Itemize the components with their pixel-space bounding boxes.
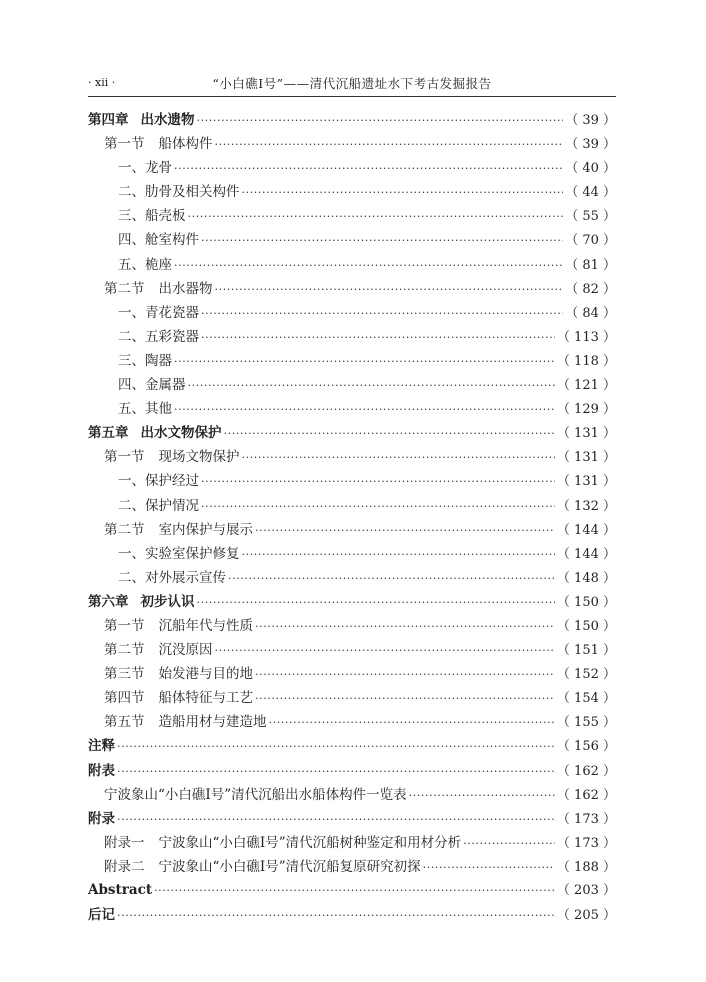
toc-entry-page: （ 151 ）: [556, 643, 616, 659]
toc-entry-title: 船体构件: [158, 136, 213, 153]
toc-entry-title: 现场文物保护: [158, 449, 240, 466]
toc-entry-page: （ 40 ）: [565, 161, 616, 177]
toc-entry: [88, 734, 616, 758]
dot-leader: [215, 283, 564, 296]
toc-entry-title: 始发港与目的地: [158, 666, 253, 683]
dot-leader: [174, 355, 555, 368]
dot-leader: [188, 210, 564, 223]
toc-entry-page: （ 150 ）: [556, 618, 616, 634]
toc-entry: [88, 228, 616, 252]
toc-entry-title: 宁波象山“小白礁Ⅰ号”清代沉船出水船体构件一览表: [104, 786, 407, 803]
dot-leader: [117, 765, 555, 778]
dot-leader: [255, 668, 555, 681]
toc-entry: [88, 349, 616, 373]
toc-entry-title: 一、青花瓷器: [118, 304, 199, 321]
toc-entry-title: 沉船年代与性质: [158, 617, 253, 634]
toc-entry-label: [118, 542, 240, 562]
toc-entry: [88, 807, 616, 831]
dot-leader: [117, 813, 555, 826]
toc-entry-number: 第三节: [104, 666, 145, 683]
toc-entry-title: 二、五彩瓷器: [118, 328, 199, 345]
toc-entry: [88, 662, 616, 686]
dot-leader: [117, 740, 555, 753]
dot-leader: [242, 451, 555, 464]
dot-leader: [228, 572, 555, 585]
toc-entry-title: 出水遗物: [140, 112, 195, 128]
toc-entry-page: （ 152 ）: [556, 667, 616, 683]
dot-leader: [201, 331, 555, 344]
toc-entry-label: [104, 132, 213, 152]
toc-entry-page: （ 144 ）: [556, 546, 616, 562]
toc-entry: [88, 373, 616, 397]
toc-entry-number: 第六章: [88, 593, 129, 610]
toc-entry: [88, 397, 616, 421]
dot-leader: [201, 500, 555, 513]
page-number: · xii ·: [88, 76, 116, 89]
toc-entry-label: [88, 421, 222, 441]
toc-entry-page: （ 144 ）: [556, 522, 616, 538]
toc-entry-label: [104, 662, 253, 682]
toc-entry: [88, 855, 616, 879]
toc-entry-title: 三、船壳板: [118, 208, 186, 225]
toc-entry-page: （ 188 ）: [556, 859, 616, 875]
toc-entry-label: [118, 373, 186, 393]
toc-entry-page: （ 84 ）: [565, 305, 616, 321]
toc-entry-title: 二、对外展示宣传: [118, 569, 226, 586]
toc-entry-title: 五、其他: [118, 401, 172, 418]
toc-entry-number: 第四节: [104, 690, 145, 707]
table-of-contents: [88, 108, 616, 927]
toc-entry-label: [104, 783, 407, 803]
dot-leader: [242, 548, 555, 561]
toc-entry-number: 第五节: [104, 714, 145, 731]
toc-entry-title: 宁波象山“小白礁Ⅰ号”清代沉船树种鉴定和用材分析: [158, 834, 462, 851]
toc-entry-number: 第一节: [104, 617, 145, 634]
toc-entry-label: [88, 759, 115, 779]
dot-leader: [197, 114, 564, 127]
toc-entry-label: [88, 590, 195, 610]
toc-entry-title: 三、陶器: [118, 352, 172, 369]
toc-entry-title: 四、舱室构件: [118, 232, 199, 249]
toc-entry-title: 附录: [88, 810, 115, 827]
toc-entry: [88, 710, 616, 734]
toc-entry-page: （ 113 ）: [556, 329, 616, 345]
dot-leader: [174, 403, 555, 416]
toc-entry-page: （ 131 ）: [556, 474, 616, 490]
toc-entry: [88, 542, 616, 566]
dot-leader: [188, 379, 555, 392]
toc-entry-label: [104, 710, 267, 730]
toc-entry-label: [118, 301, 199, 321]
toc-entry-page: （ 173 ）: [556, 835, 616, 851]
toc-entry-label: [104, 855, 421, 875]
toc-entry-title: 一、保护经过: [118, 473, 199, 490]
toc-entry-page: （ 156 ）: [556, 739, 616, 755]
toc-entry-title: 二、保护情况: [118, 497, 199, 514]
toc-entry-page: （ 148 ）: [556, 570, 616, 586]
dot-leader: [255, 692, 555, 705]
toc-entry-title: 初步认识: [140, 593, 195, 610]
toc-entry-label: [104, 277, 213, 297]
dot-leader: [201, 307, 563, 320]
toc-entry: [88, 277, 616, 301]
toc-entry-number: 第五章: [88, 425, 129, 442]
toc-entry: [88, 204, 616, 228]
toc-entry: [88, 638, 616, 662]
toc-entry-page: （ 121 ）: [556, 378, 616, 394]
toc-entry-label: [88, 882, 152, 898]
toc-entry-title: 室内保护与展示: [158, 521, 253, 538]
toc-entry-page: （ 155 ）: [556, 715, 616, 731]
toc-entry-page: （ 131 ）: [556, 426, 616, 442]
toc-entry-label: [118, 253, 172, 273]
dot-leader: [215, 138, 564, 151]
dot-leader: [409, 789, 555, 802]
toc-entry-label: [88, 903, 115, 923]
toc-entry-title: 沉没原因: [158, 642, 213, 659]
toc-entry-number: 第四章: [88, 112, 129, 128]
toc-entry: [88, 301, 616, 325]
toc-entry-number: 附录二: [104, 858, 145, 875]
toc-entry-page: （ 44 ）: [565, 185, 616, 201]
toc-entry-label: [118, 180, 240, 200]
toc-entry-title: 出水文物保护: [140, 425, 222, 442]
toc-entry-number: 第二节: [104, 642, 145, 659]
dot-leader: [174, 162, 563, 175]
toc-entry: [88, 108, 616, 132]
toc-entry-label: [104, 518, 253, 538]
toc-entry-title: 船体特征与工艺: [158, 690, 253, 707]
dot-leader: [255, 524, 555, 537]
toc-entry-title: 宁波象山“小白礁Ⅰ号”清代沉船复原研究初探: [158, 858, 421, 875]
toc-entry-page: （ 173 ）: [556, 811, 616, 827]
toc-entry-number: 第二节: [104, 280, 145, 297]
dot-leader: [197, 596, 555, 609]
toc-entry-label: [88, 734, 115, 754]
toc-entry-label: [104, 614, 253, 634]
toc-entry-title: 附表: [88, 762, 115, 779]
dot-leader: [242, 186, 564, 199]
toc-entry-number: 第一节: [104, 449, 145, 466]
toc-entry-label: [104, 638, 213, 658]
toc-entry-page: （ 150 ）: [556, 594, 616, 610]
toc-entry: [88, 325, 616, 349]
toc-entry-page: （ 39 ）: [565, 137, 616, 153]
toc-entry-label: [118, 325, 199, 345]
toc-entry: [88, 614, 616, 638]
running-header: [88, 72, 616, 97]
running-title: “小白礁Ⅰ号”——清代沉船遗址水下考古发掘报告: [212, 76, 492, 91]
toc-entry-page: （ 118 ）: [556, 353, 616, 369]
toc-entry-label: [104, 831, 461, 851]
toc-entry-page: （ 205 ）: [556, 908, 616, 924]
toc-entry-title: 四、金属器: [118, 377, 186, 394]
toc-entry: [88, 156, 616, 180]
toc-entry-page: （ 203 ）: [556, 883, 616, 898]
toc-entry-page: （ 55 ）: [565, 209, 616, 225]
toc-entry-title: 一、实验室保护修复: [118, 545, 240, 562]
toc-entry-page: （ 154 ）: [556, 691, 616, 707]
toc-entry-number: 第二节: [104, 521, 145, 538]
toc-entry-page: （ 129 ）: [556, 402, 616, 418]
dot-leader: [224, 427, 555, 440]
dot-leader: [201, 234, 563, 247]
toc-entry-page: （ 82 ）: [565, 281, 616, 297]
toc-entry-label: [118, 397, 172, 417]
toc-entry: [88, 132, 616, 156]
toc-entry: [88, 253, 616, 277]
toc-entry-label: [118, 156, 172, 176]
toc-entry-page: （ 131 ）: [556, 450, 616, 466]
toc-entry: [88, 590, 616, 614]
toc-entry: [88, 469, 616, 493]
toc-entry-title: 一、龙骨: [118, 160, 172, 177]
toc-entry: [88, 518, 616, 542]
toc-entry-page: （ 132 ）: [556, 498, 616, 514]
dot-leader: [463, 837, 555, 850]
toc-entry: [88, 421, 616, 445]
toc-entry-label: [118, 228, 199, 248]
toc-entry-number: 附录一: [104, 834, 145, 851]
toc-entry-title: 出水器物: [158, 280, 213, 297]
toc-entry: [88, 831, 616, 855]
dot-leader: [423, 861, 555, 874]
toc-entry-label: [104, 445, 240, 465]
toc-entry-page: （ 162 ）: [556, 763, 616, 779]
toc-entry-page: （ 81 ）: [565, 257, 616, 273]
toc-entry: [88, 180, 616, 204]
dot-leader: [154, 884, 555, 897]
toc-entry-page: （ 39 ）: [565, 113, 616, 128]
toc-entry: [88, 783, 616, 807]
toc-entry-label: [118, 494, 199, 514]
toc-entry: [88, 903, 616, 927]
dot-leader: [117, 909, 555, 922]
dot-leader: [174, 259, 563, 272]
toc-entry: [88, 686, 616, 710]
toc-entry-label: [118, 469, 199, 489]
toc-entry: [88, 445, 616, 469]
toc-entry: [88, 566, 616, 590]
dot-leader: [255, 620, 555, 633]
dot-leader: [269, 716, 555, 729]
toc-entry: [88, 879, 616, 903]
toc-entry-label: [88, 108, 195, 128]
dot-leader: [215, 644, 555, 657]
toc-entry: [88, 759, 616, 783]
toc-entry-title: 五、桅座: [118, 256, 172, 273]
toc-entry-label: [88, 807, 115, 827]
toc-entry-label: [118, 349, 172, 369]
toc-entry: [88, 494, 616, 518]
toc-entry-title: 二、肋骨及相关构件: [118, 184, 240, 201]
toc-entry-label: [104, 686, 253, 706]
toc-entry-title: 后记: [88, 907, 115, 924]
toc-entry-page: （ 162 ）: [556, 787, 616, 803]
toc-entry-label: [118, 204, 186, 224]
toc-entry-title: 注释: [88, 738, 115, 755]
toc-entry-page: （ 70 ）: [565, 233, 616, 249]
toc-entry-title: Abstract: [88, 882, 153, 898]
toc-entry-title: 造船用材与建造地: [158, 714, 267, 731]
dot-leader: [201, 475, 555, 488]
toc-entry-label: [118, 566, 226, 586]
toc-entry-number: 第一节: [104, 136, 145, 153]
